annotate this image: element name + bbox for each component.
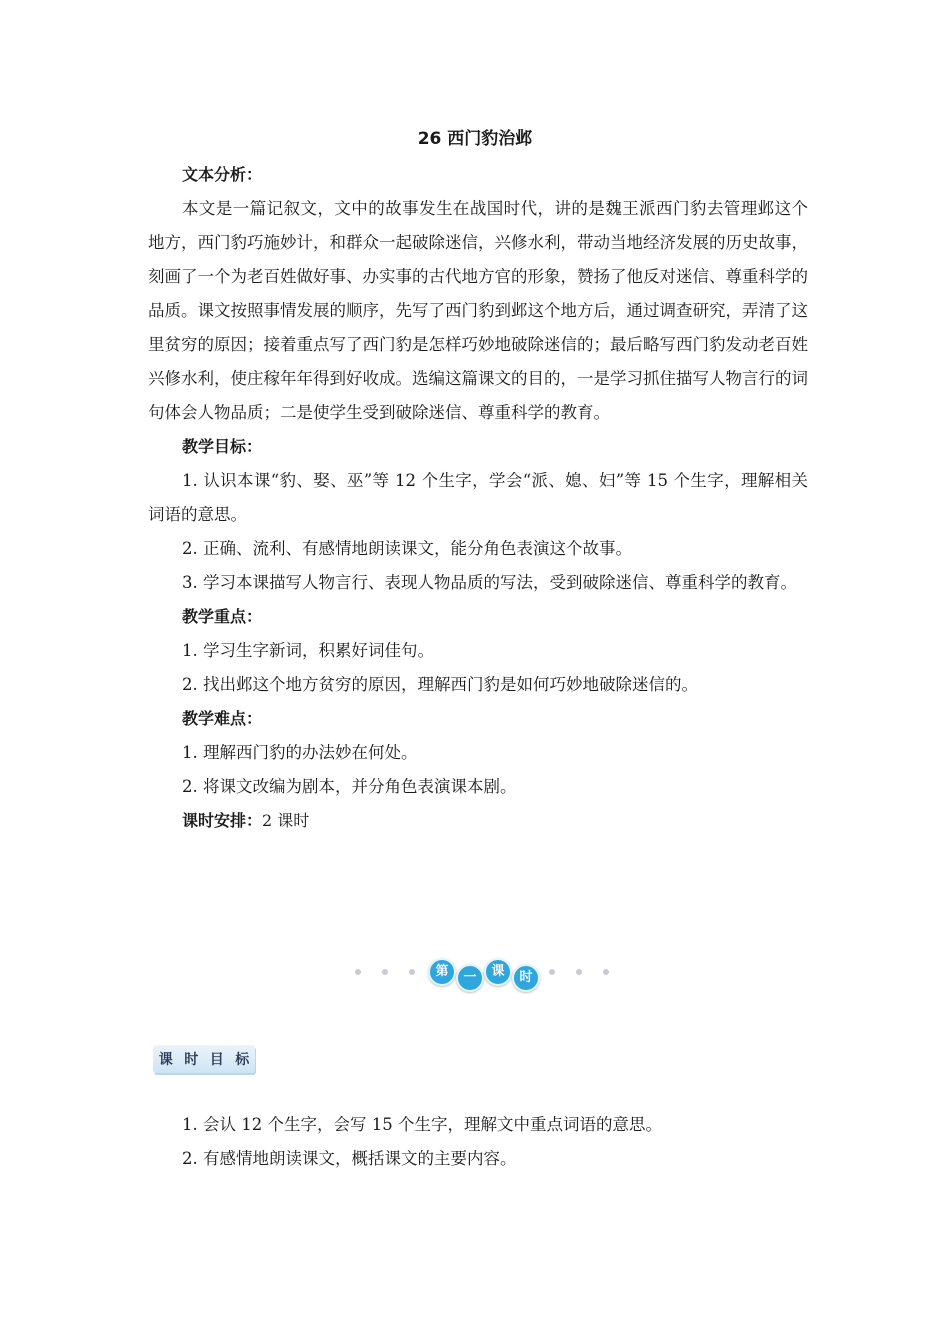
difficulty-item: 2. 将课文改编为剧本，并分角色表演课本剧。 — [182, 777, 517, 796]
lesson-badge-char: 第 — [428, 958, 456, 986]
objective-item: 2. 正确、流利、有感情地朗读课文，能分角色表演这个故事。 — [182, 539, 632, 558]
divider-dot — [355, 969, 361, 975]
section-label-lesson-goals — [153, 1045, 255, 1073]
difficulties-heading: 教学难点： — [182, 709, 263, 728]
lesson-badge — [428, 958, 540, 992]
section-label-char: 时 — [184, 1052, 199, 1068]
schedule-line — [148, 804, 808, 838]
schedule-label: 课时安排： — [182, 811, 263, 830]
objectives-heading: 教学目标： — [182, 437, 263, 456]
lesson-badge-char: 课 — [484, 958, 512, 986]
lesson-goal-item: 1. 会认 12 个生字，会写 15 个生字，理解文中重点词语的意思。 — [182, 1115, 662, 1134]
key-point-item: 1. 学习生字新词，积累好词佳句。 — [182, 641, 434, 660]
schedule-value: 2 课时 — [262, 811, 310, 830]
lesson-goal-item: 2. 有感情地朗读课文，概括课文的主要内容。 — [182, 1149, 517, 1168]
analysis-heading: 文本分析： — [182, 165, 263, 184]
lesson-goals — [148, 1108, 808, 1176]
key-points-heading: 教学重点： — [182, 607, 263, 626]
lesson-divider — [0, 956, 950, 988]
divider-dot — [549, 969, 555, 975]
lesson-plan-body — [148, 158, 808, 838]
key-point-item: 2. 找出邺这个地方贫穷的原因，理解西门豹是如何巧妙地破除迷信的。 — [182, 675, 698, 694]
section-label-char: 标 — [235, 1052, 250, 1068]
divider-dot — [382, 969, 388, 975]
analysis-text: 本文是一篇记叙文，文中的故事发生在战国时代，讲的是魏王派西门豹去管理邺这个地方，西门豹巧施妙计，和群众一起破除迷信，兴修水利，带动当地经济发展的历史故事，刻画了一个为老百姓做好事、办实事的古代地方官的形象，赞扬了他反对迷信、尊重科学的品质。课文按照事情发展的顺序，先写了西门豹到邺这个地方后，通过调查研究，弄清了这里贫穷的原因；接着重点写了西门豹是怎样巧妙地破除迷信的；最后略写西门豹发动老百姓兴修水利，使庄稼年年得到好收成。选编这篇课文的目的，一是学习抓住描写人物言行的词句体会人物品质；二是使学生受到破除迷信、尊重科学的教育。 — [148, 199, 808, 422]
section-label-char: 目 — [209, 1052, 224, 1068]
lesson-badge-char: 时 — [512, 964, 540, 992]
divider-dot — [576, 969, 582, 975]
divider-dot — [603, 969, 609, 975]
objective-item: 1. 认识本课“豹、娶、巫”等 12 个生字，学会“派、媳、妇”等 15 个生字，理解相关词语的意思。 — [148, 471, 808, 524]
page-title: 26 西门豹治邺 — [417, 129, 533, 149]
divider-dot — [409, 969, 415, 975]
objective-item: 3. 学习本课描写人物言行、表现人物品质的写法，受到破除迷信、尊重科学的教育。 — [182, 573, 797, 592]
section-label-char: 课 — [158, 1052, 173, 1068]
lesson-badge-char: 一 — [456, 964, 484, 992]
difficulty-item: 1. 理解西门豹的办法妙在何处。 — [182, 743, 418, 762]
